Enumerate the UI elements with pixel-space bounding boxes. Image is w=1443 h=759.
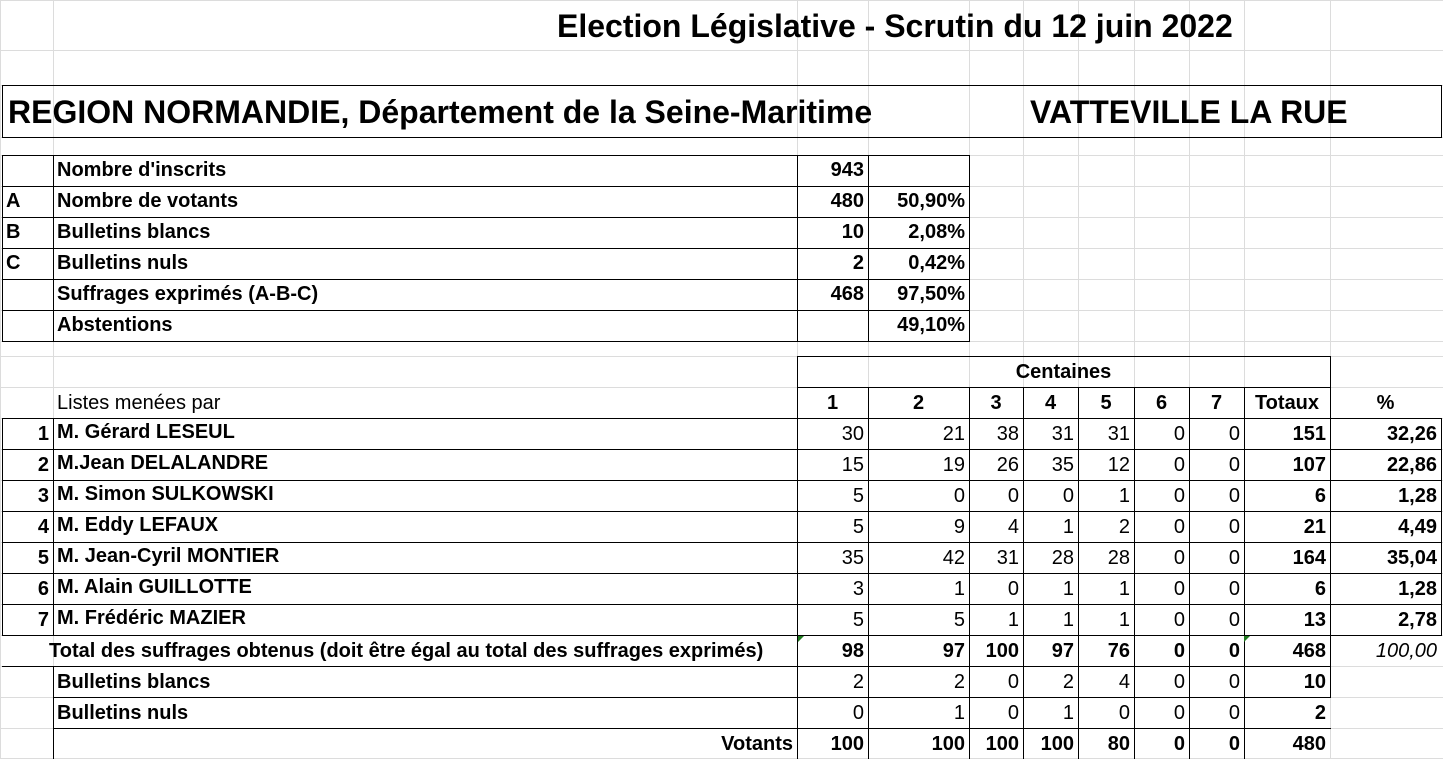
vote-cell: 0 <box>1228 609 1240 631</box>
nuls-vote-cell: 0 <box>852 702 864 724</box>
candidate-name: M. Jean-Cyril MONTIER <box>57 545 280 567</box>
vote-cell: 1 <box>1118 609 1130 631</box>
gridline-horizontal <box>0 50 1443 51</box>
blancs-label: Bulletins blancs <box>57 221 211 243</box>
candidate-percent: 35,04 <box>1386 547 1437 569</box>
candidate-number: 3 <box>37 485 49 507</box>
votants-letter: A <box>6 190 21 212</box>
gridline-vertical <box>0 0 1 758</box>
votants-value: 480 <box>830 190 864 212</box>
candidate-number: 2 <box>37 454 49 476</box>
blancs-letter: B <box>6 221 21 243</box>
vote-cell: 1 <box>1118 578 1130 600</box>
total-vote-cell: 0 <box>1173 640 1185 662</box>
candidate-number: 1 <box>37 423 49 445</box>
border-line <box>2 137 1442 138</box>
blancs-vote-cell: 2 <box>1062 671 1074 693</box>
border-line <box>1441 418 1442 636</box>
border-line <box>1441 85 1442 138</box>
column-header: 3 <box>990 392 1002 414</box>
vote-cell: 1 <box>1062 609 1074 631</box>
error-indicator <box>798 636 804 642</box>
votants-vote-cell: 0 <box>1173 733 1185 755</box>
candidate-name: M. Frédéric MAZIER <box>57 607 246 629</box>
nuls-vote-cell: 0 <box>1118 702 1130 724</box>
candidate-number: 5 <box>37 547 49 569</box>
candidate-total: 151 <box>1292 423 1326 445</box>
exprimes-pct: 97,50% <box>897 283 965 305</box>
gridline-horizontal <box>0 0 1443 1</box>
total-vote-cell: 0 <box>1228 640 1240 662</box>
vote-cell: 1 <box>953 578 965 600</box>
grand-total: 468 <box>1292 640 1326 662</box>
blancs-vote-cell: 0 <box>1228 671 1240 693</box>
candidate-total: 6 <box>1314 578 1326 600</box>
vote-cell: 0 <box>1173 547 1185 569</box>
vote-cell: 3 <box>852 578 864 600</box>
candidate-number: 6 <box>37 578 49 600</box>
candidate-total: 164 <box>1292 547 1326 569</box>
candidate-name: M. Simon SULKOWSKI <box>57 483 274 505</box>
candidate-name: M. Eddy LEFAUX <box>57 514 219 536</box>
candidate-total: 21 <box>1303 516 1326 538</box>
candidate-total: 13 <box>1303 609 1326 631</box>
candidate-percent: 22,86 <box>1386 454 1437 476</box>
votants-label: Nombre de votants <box>57 190 239 212</box>
candidate-number: 4 <box>37 516 49 538</box>
vote-cell: 31 <box>996 547 1019 569</box>
total-vote-cell: 98 <box>841 640 864 662</box>
nuls-row-label: Bulletins nuls <box>57 702 189 724</box>
vote-cell: 21 <box>942 423 965 445</box>
inscrits-label: Nombre d'inscrits <box>57 159 227 181</box>
error-indicator <box>1244 636 1250 642</box>
border-line <box>2 85 1442 86</box>
vote-cell: 4 <box>1007 516 1019 538</box>
page-title: Election Législative - Scrutin du 12 juin 2022 <box>557 8 1233 44</box>
border-line <box>2 85 3 138</box>
blancs-vote-cell: 2 <box>953 671 965 693</box>
votants-vote-cell: 100 <box>985 733 1019 755</box>
vote-cell: 1 <box>1062 516 1074 538</box>
votants-total: 480 <box>1292 733 1326 755</box>
vote-cell: 0 <box>1228 516 1240 538</box>
total-vote-cell: 100 <box>985 640 1019 662</box>
vote-cell: 0 <box>1228 485 1240 507</box>
vote-cell: 35 <box>841 547 864 569</box>
votants-vote-cell: 0 <box>1228 733 1240 755</box>
column-header: 6 <box>1155 392 1168 414</box>
exprimes-label: Suffrages exprimés (A-B-C) <box>57 283 319 305</box>
border-line <box>969 155 970 342</box>
total-label: Total des suffrages obtenus (doit être égal au total des suffrages exprimés) <box>49 640 764 662</box>
vote-cell: 2 <box>1118 516 1130 538</box>
vote-cell: 31 <box>1051 423 1074 445</box>
vote-cell: 0 <box>1062 485 1074 507</box>
vote-cell: 0 <box>1173 609 1185 631</box>
vote-cell: 1 <box>1007 609 1019 631</box>
candidate-name: M. Gérard LESEUL <box>57 421 235 443</box>
vote-cell: 19 <box>942 454 965 476</box>
total-vote-cell: 97 <box>1051 640 1074 662</box>
nuls-vote-cell: 1 <box>1062 702 1074 724</box>
vote-cell: 0 <box>1173 485 1185 507</box>
vote-cell: 0 <box>1228 578 1240 600</box>
votants-row-label: Votants <box>721 733 793 755</box>
border-line <box>2 341 970 342</box>
vote-cell: 5 <box>852 485 864 507</box>
candidate-total: 107 <box>1292 454 1326 476</box>
votants-vote-cell: 100 <box>830 733 864 755</box>
vote-cell: 0 <box>1228 454 1240 476</box>
region-title: REGION NORMANDIE, Département de la Seine-Maritime <box>8 94 873 130</box>
column-header: 4 <box>1044 392 1057 414</box>
candidate-total: 6 <box>1314 485 1326 507</box>
candidate-name: M. Alain GUILLOTTE <box>57 576 252 598</box>
vote-cell: 28 <box>1051 547 1074 569</box>
vote-cell: 28 <box>1107 547 1130 569</box>
nuls-vote-cell: 0 <box>1228 702 1240 724</box>
candidate-name: M.Jean DELALANDRE <box>57 452 269 474</box>
vote-cell: 30 <box>841 423 864 445</box>
candidate-percent: 32,26 <box>1386 423 1437 445</box>
total-percent: 100,00 <box>1375 640 1437 662</box>
blancs-vote-cell: 0 <box>1173 671 1185 693</box>
vote-cell: 1 <box>1118 485 1130 507</box>
nuls-letter: C <box>6 252 21 274</box>
nuls-vote-cell: 0 <box>1007 702 1019 724</box>
column-header: % <box>1376 392 1395 414</box>
exprimes-value: 468 <box>830 283 864 305</box>
candidate-percent: 4,49 <box>1398 516 1437 538</box>
candidate-percent: 2,78 <box>1398 609 1437 631</box>
total-vote-cell: 76 <box>1107 640 1130 662</box>
vote-cell: 35 <box>1051 454 1074 476</box>
vote-cell: 0 <box>1007 485 1019 507</box>
abstentions-pct: 49,10% <box>897 314 965 336</box>
commune-title: VATTEVILLE LA RUE <box>1030 94 1348 130</box>
column-header: 5 <box>1100 392 1112 414</box>
blancs-vote-cell: 4 <box>1118 671 1130 693</box>
column-header: 1 <box>826 392 839 414</box>
vote-cell: 26 <box>996 454 1019 476</box>
blancs-value: 10 <box>841 221 864 243</box>
vote-cell: 12 <box>1107 454 1130 476</box>
vote-cell: 0 <box>953 485 965 507</box>
vote-cell: 5 <box>953 609 965 631</box>
vote-cell: 1 <box>1062 578 1074 600</box>
vote-cell: 0 <box>1173 454 1185 476</box>
vote-cell: 38 <box>996 423 1019 445</box>
column-header: 2 <box>912 392 925 414</box>
candidate-number: 7 <box>37 609 49 631</box>
votants-vote-cell: 80 <box>1107 733 1130 755</box>
nuls-vote-cell: 0 <box>1173 702 1185 724</box>
vote-cell: 9 <box>953 516 965 538</box>
total-vote-cell: 97 <box>942 640 965 662</box>
vote-cell: 0 <box>1007 578 1019 600</box>
nuls-pct: 0,42% <box>908 252 965 274</box>
vote-cell: 0 <box>1228 423 1240 445</box>
column-header: Totaux <box>1254 392 1320 414</box>
abstentions-label: Abstentions <box>57 314 173 336</box>
vote-cell: 0 <box>1173 578 1185 600</box>
nuls-label: Bulletins nuls <box>57 252 189 274</box>
vote-cell: 0 <box>1173 516 1185 538</box>
votants-vote-cell: 100 <box>1040 733 1074 755</box>
vote-cell: 0 <box>1228 547 1240 569</box>
blancs-total: 10 <box>1303 671 1326 693</box>
vote-cell: 5 <box>852 609 864 631</box>
blancs-vote-cell: 2 <box>852 671 864 693</box>
nuls-vote-cell: 1 <box>953 702 965 724</box>
vote-cell: 15 <box>841 454 864 476</box>
column-header: 7 <box>1210 392 1223 414</box>
votants-pct: 50,90% <box>897 190 965 212</box>
inscrits-value: 943 <box>830 159 864 181</box>
nuls-total: 2 <box>1314 702 1326 724</box>
blancs-vote-cell: 0 <box>1007 671 1019 693</box>
votants-vote-cell: 100 <box>931 733 965 755</box>
vote-cell: 0 <box>1173 423 1185 445</box>
lists-label: Listes menées par <box>57 392 221 414</box>
blancs-pct: 2,08% <box>908 221 965 243</box>
nuls-value: 2 <box>852 252 864 274</box>
vote-cell: 31 <box>1107 423 1130 445</box>
centaines-header: Centaines <box>1015 361 1112 383</box>
candidate-percent: 1,28 <box>1398 578 1437 600</box>
vote-cell: 42 <box>942 547 965 569</box>
candidate-percent: 1,28 <box>1398 485 1437 507</box>
blancs-row-label: Bulletins blancs <box>57 671 211 693</box>
vote-cell: 5 <box>852 516 864 538</box>
